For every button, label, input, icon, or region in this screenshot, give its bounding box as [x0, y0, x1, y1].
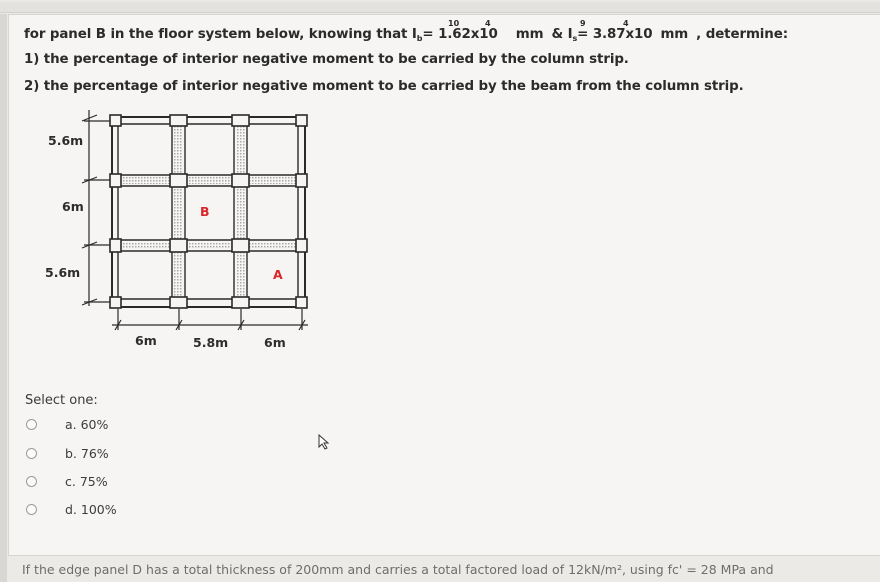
- radio-option-d[interactable]: [26, 504, 37, 515]
- radio-option-a[interactable]: [26, 419, 37, 430]
- question-line-2: 1) the percentage of interior negative moment to be carried by the column strip.: [24, 52, 629, 67]
- column-12: [296, 239, 307, 252]
- column-2: [170, 115, 187, 126]
- next-question-preview: If the edge panel D has a total thickness of 200mm and carries a total factored load of 12kN/m², using fc' = 28 MPa and: [22, 562, 774, 577]
- column-11: [232, 239, 249, 252]
- select-one-prompt: Select one:: [25, 393, 98, 408]
- question-line-1: for panel B in the floor system below, knowing that $I_b= 1.62x10$ mm & $I_s= 3.87x10$ mm , determine:: [24, 27, 788, 43]
- column-15: [232, 297, 249, 308]
- column-5: [110, 174, 121, 187]
- row-dim-1: 5.6m: [48, 133, 84, 148]
- option-c[interactable]: c. 75%: [26, 471, 108, 491]
- column-16: [296, 297, 307, 308]
- row-dim-2: 6m: [62, 199, 84, 214]
- exponent-9: 9: [580, 19, 586, 28]
- row-dim-3: 5.6m: [45, 265, 81, 280]
- col-dim-3: 6m: [264, 335, 286, 350]
- column-6: [170, 174, 187, 187]
- column-9: [110, 239, 121, 252]
- col-dim-1: 6m: [135, 333, 157, 348]
- option-b[interactable]: b. 76%: [26, 443, 109, 463]
- column-14: [170, 297, 187, 308]
- mouse-cursor-icon: [318, 434, 332, 450]
- exponent-10: 10: [448, 19, 460, 28]
- column-4: [296, 115, 307, 126]
- option-a[interactable]: a. 60%: [26, 414, 108, 434]
- col-dim-2: 5.8m: [193, 335, 229, 350]
- question-line-3: 2) the percentage of interior negative moment to be carried by the beam from the column strip.: [24, 79, 744, 94]
- panel-a-label: A: [273, 267, 283, 282]
- exponent-4: 4: [485, 19, 491, 28]
- radio-option-b[interactable]: [26, 448, 37, 459]
- radio-option-c[interactable]: [26, 476, 37, 487]
- column-8: [296, 174, 307, 187]
- column-13: [110, 297, 121, 308]
- option-d[interactable]: d. 100%: [26, 499, 117, 519]
- column-1: [110, 115, 121, 126]
- column-3: [232, 115, 249, 126]
- column-7: [232, 174, 249, 187]
- panel-b-label: B: [200, 204, 210, 219]
- column-10: [170, 239, 187, 252]
- exponent-4b: 4: [623, 19, 629, 28]
